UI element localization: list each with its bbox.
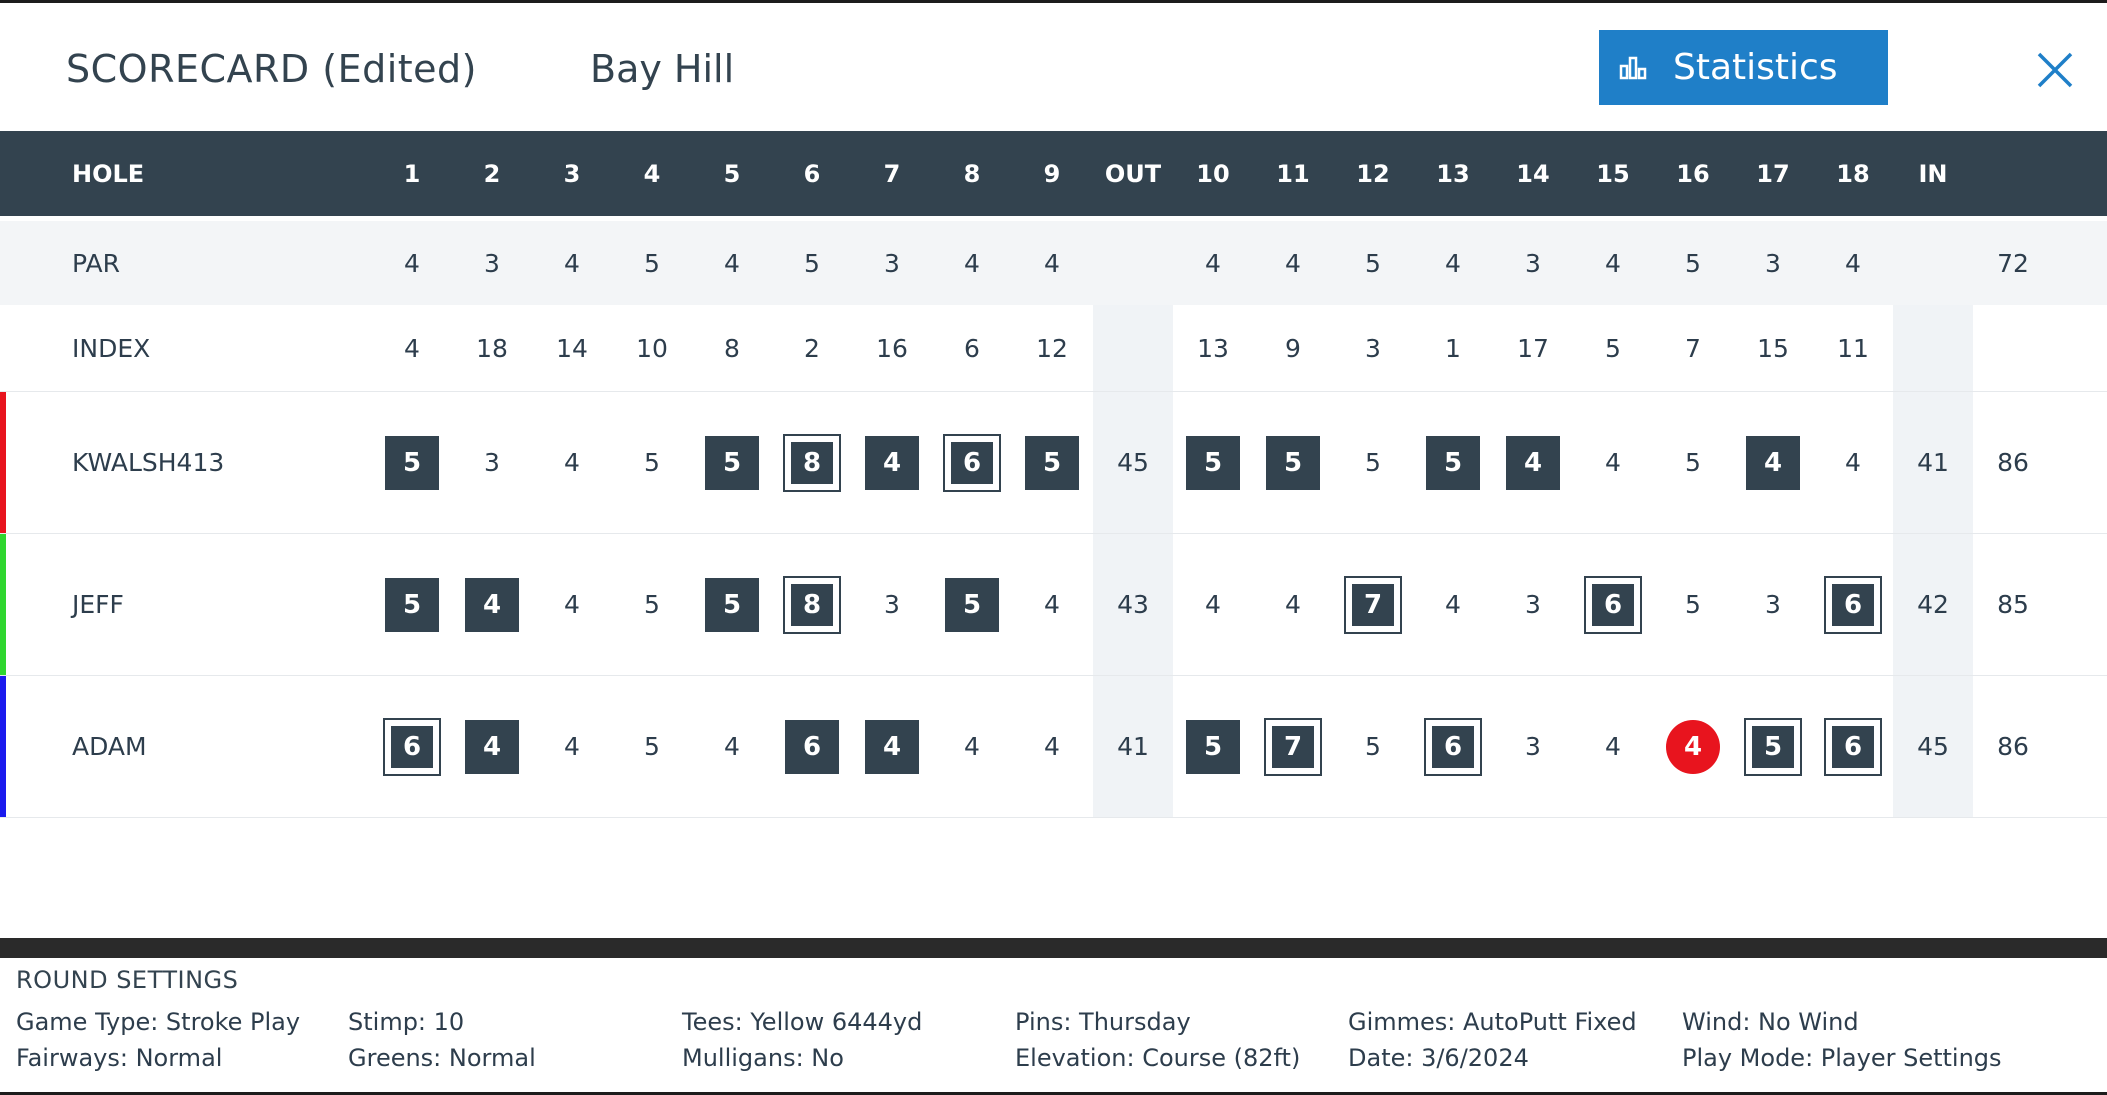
index-value: 9 bbox=[1285, 333, 1301, 363]
double-bogey-score: 5 bbox=[1749, 723, 1797, 771]
index-value: 18 bbox=[476, 333, 508, 363]
hole-score-cell[interactable]: 4 bbox=[1845, 448, 1861, 477]
close-icon[interactable] bbox=[2035, 50, 2075, 90]
hole-score-cell[interactable]: 3 bbox=[1525, 732, 1541, 761]
hole-score-cell[interactable] bbox=[1333, 534, 1413, 675]
hole-score-cell[interactable] bbox=[1813, 534, 1893, 675]
bogey-score: 5 bbox=[1266, 436, 1320, 490]
hole-score-cell[interactable]: 5 bbox=[1685, 448, 1701, 477]
hole-score-cell[interactable] bbox=[1413, 392, 1493, 533]
index-value: 6 bbox=[964, 333, 980, 363]
bogey-score: 5 bbox=[385, 436, 439, 490]
hole-score-cell[interactable]: 4 bbox=[1205, 590, 1221, 619]
background-strip bbox=[0, 938, 2107, 958]
index-value: 8 bbox=[724, 333, 740, 363]
index-value: 3 bbox=[1365, 333, 1381, 363]
par-value: 4 bbox=[964, 248, 980, 278]
in-total: 41 bbox=[1917, 448, 1949, 477]
player-row[interactable] bbox=[0, 534, 2107, 676]
index-value: 1 bbox=[1445, 333, 1461, 363]
round-setting: Stimp: 10 bbox=[348, 1008, 465, 1036]
double-bogey-score: 6 bbox=[1829, 581, 1877, 629]
hole-score-cell[interactable] bbox=[1253, 676, 1333, 817]
bogey-score: 5 bbox=[1186, 436, 1240, 490]
round-setting: Mulligans: No bbox=[682, 1044, 844, 1072]
bogey-score: 5 bbox=[945, 578, 999, 632]
index-value: 15 bbox=[1757, 333, 1789, 363]
hole-score-cell[interactable] bbox=[932, 534, 1012, 675]
out-total: 41 bbox=[1117, 732, 1149, 761]
scorecard-table bbox=[0, 131, 2107, 818]
bogey-score: 4 bbox=[465, 578, 519, 632]
hole-number: 8 bbox=[963, 159, 981, 188]
round-setting: Gimmes: AutoPutt Fixed bbox=[1348, 1008, 1637, 1036]
par-value: 3 bbox=[484, 248, 500, 278]
round-total: 86 bbox=[1997, 732, 2029, 761]
hole-score-cell[interactable]: 4 bbox=[564, 590, 580, 619]
player-name: ADAM bbox=[72, 732, 147, 761]
hole-score-cell[interactable]: 4 bbox=[724, 732, 740, 761]
double-bogey-score: 7 bbox=[1269, 723, 1317, 771]
hole-number: 11 bbox=[1276, 159, 1310, 188]
hole-score-cell[interactable] bbox=[692, 534, 772, 675]
par-value: 4 bbox=[1845, 248, 1861, 278]
hole-score-cell[interactable] bbox=[772, 534, 852, 675]
index-value: 5 bbox=[1605, 333, 1621, 363]
hole-score-cell[interactable] bbox=[1653, 676, 1733, 817]
round-total: 85 bbox=[1997, 590, 2029, 619]
index-value: 7 bbox=[1685, 333, 1701, 363]
par-row bbox=[0, 221, 2107, 305]
hole-number: 1 bbox=[403, 159, 421, 188]
par-value: 4 bbox=[1285, 248, 1301, 278]
hole-score-cell[interactable]: 4 bbox=[1605, 448, 1621, 477]
player-color-bar bbox=[0, 676, 6, 817]
index-value: 2 bbox=[804, 333, 820, 363]
birdie-score: 4 bbox=[1666, 720, 1720, 774]
hole-number: 16 bbox=[1676, 159, 1710, 188]
hole-score-cell[interactable] bbox=[1813, 676, 1893, 817]
bogey-score: 5 bbox=[705, 578, 759, 632]
hole-score-cell[interactable] bbox=[1173, 392, 1253, 533]
hole-score-cell[interactable] bbox=[1253, 392, 1333, 533]
hole-score-cell[interactable] bbox=[772, 392, 852, 533]
hole-score-cell[interactable]: 5 bbox=[644, 590, 660, 619]
hole-score-cell[interactable] bbox=[1173, 676, 1253, 817]
par-value: 4 bbox=[404, 248, 420, 278]
par-value: 4 bbox=[724, 248, 740, 278]
hole-score-cell[interactable]: 5 bbox=[644, 448, 660, 477]
hole-score-cell[interactable]: 3 bbox=[884, 590, 900, 619]
round-setting: Game Type: Stroke Play bbox=[16, 1008, 301, 1036]
hole-score-cell[interactable] bbox=[1493, 392, 1573, 533]
par-label: PAR bbox=[72, 248, 120, 278]
statistics-button[interactable] bbox=[1599, 30, 1888, 105]
round-setting: Play Mode: Player Settings bbox=[1682, 1044, 2002, 1072]
hole-score-cell[interactable] bbox=[852, 676, 932, 817]
hole-number: 12 bbox=[1356, 159, 1390, 188]
index-value: 13 bbox=[1197, 333, 1229, 363]
round-setting: Fairways: Normal bbox=[16, 1044, 223, 1072]
round-setting: Elevation: Course (82ft) bbox=[1015, 1044, 1301, 1072]
players-section bbox=[0, 392, 2107, 818]
hole-score-cell[interactable]: 4 bbox=[1605, 732, 1621, 761]
double-bogey-score: 6 bbox=[388, 723, 436, 771]
in-total: 45 bbox=[1917, 732, 1949, 761]
hole-score-cell[interactable]: 3 bbox=[1525, 590, 1541, 619]
bogey-score: 4 bbox=[865, 720, 919, 774]
hole-score-cell[interactable] bbox=[452, 676, 532, 817]
hole-number: 7 bbox=[883, 159, 901, 188]
hole-number: 2 bbox=[483, 159, 501, 188]
index-label: INDEX bbox=[72, 333, 151, 363]
par-value: 4 bbox=[1445, 248, 1461, 278]
hole-number: 4 bbox=[643, 159, 661, 188]
round-setting: Greens: Normal bbox=[348, 1044, 536, 1072]
hole-score-cell[interactable] bbox=[372, 676, 452, 817]
double-bogey-score: 7 bbox=[1349, 581, 1397, 629]
bogey-score: 5 bbox=[705, 436, 759, 490]
round-settings-panel bbox=[0, 958, 2107, 1092]
hole-number: 13 bbox=[1436, 159, 1470, 188]
hole-score-cell[interactable] bbox=[852, 392, 932, 533]
hole-number: 9 bbox=[1043, 159, 1061, 188]
player-name: JEFF bbox=[72, 590, 124, 619]
in-total: 42 bbox=[1917, 590, 1949, 619]
bogey-score: 5 bbox=[1426, 436, 1480, 490]
par-value: 3 bbox=[1525, 248, 1541, 278]
par-value: 3 bbox=[1765, 248, 1781, 278]
round-setting: Date: 3/6/2024 bbox=[1348, 1044, 1529, 1072]
bogey-score: 6 bbox=[785, 720, 839, 774]
hole-score-cell[interactable] bbox=[372, 534, 452, 675]
index-value: 10 bbox=[636, 333, 668, 363]
player-color-bar bbox=[0, 392, 6, 533]
par-value: 4 bbox=[1205, 248, 1221, 278]
index-row bbox=[0, 305, 2107, 392]
hole-score-cell[interactable]: 4 bbox=[564, 448, 580, 477]
index-value: 17 bbox=[1517, 333, 1549, 363]
bogey-score: 4 bbox=[865, 436, 919, 490]
hole-label: HOLE bbox=[72, 159, 145, 188]
par-value: 4 bbox=[564, 248, 580, 278]
statistics-label: Statistics bbox=[1673, 47, 1838, 88]
hole-score-cell[interactable] bbox=[372, 392, 452, 533]
out-column-shade bbox=[1093, 305, 1173, 391]
hole-number: 14 bbox=[1516, 159, 1550, 188]
round-setting: Pins: Thursday bbox=[1015, 1008, 1191, 1036]
hole-score-cell[interactable] bbox=[772, 676, 852, 817]
hole-score-cell[interactable]: 4 bbox=[1044, 590, 1060, 619]
double-bogey-score: 8 bbox=[788, 581, 836, 629]
out-total: 43 bbox=[1117, 590, 1149, 619]
double-bogey-score: 8 bbox=[788, 439, 836, 487]
hole-score-cell[interactable]: 5 bbox=[1365, 448, 1381, 477]
hole-score-cell[interactable]: 3 bbox=[1765, 590, 1781, 619]
bogey-score: 4 bbox=[1746, 436, 1800, 490]
index-value: 4 bbox=[404, 333, 420, 363]
index-value: 14 bbox=[556, 333, 588, 363]
index-value: 16 bbox=[876, 333, 908, 363]
hole-score-cell[interactable]: 4 bbox=[564, 732, 580, 761]
bogey-score: 5 bbox=[1025, 436, 1079, 490]
par-value: 5 bbox=[804, 248, 820, 278]
par-value: 4 bbox=[1044, 248, 1060, 278]
double-bogey-score: 6 bbox=[948, 439, 996, 487]
hole-score-cell[interactable]: 4 bbox=[1445, 590, 1461, 619]
index-value: 12 bbox=[1036, 333, 1068, 363]
hole-number: 5 bbox=[723, 159, 741, 188]
player-row[interactable] bbox=[0, 676, 2107, 818]
round-setting: Tees: Yellow 6444yd bbox=[682, 1008, 923, 1036]
hole-score-cell[interactable]: 4 bbox=[1285, 590, 1301, 619]
hole-score-cell[interactable] bbox=[1012, 392, 1092, 533]
hole-header-row bbox=[0, 131, 2107, 216]
par-total: 72 bbox=[1997, 248, 2029, 278]
bogey-score: 4 bbox=[465, 720, 519, 774]
hole-number: 10 bbox=[1196, 159, 1230, 188]
course-name: Bay Hill bbox=[590, 47, 735, 91]
hole-score-cell[interactable]: 3 bbox=[484, 448, 500, 477]
round-total: 86 bbox=[1997, 448, 2029, 477]
double-bogey-score: 6 bbox=[1829, 723, 1877, 771]
in-header: IN bbox=[1918, 159, 1948, 188]
double-bogey-score: 6 bbox=[1589, 581, 1637, 629]
round-setting: Wind: No Wind bbox=[1682, 1008, 1859, 1036]
hole-score-cell[interactable]: 4 bbox=[1044, 732, 1060, 761]
par-value: 4 bbox=[1605, 248, 1621, 278]
in-column-shade bbox=[1893, 305, 1973, 391]
par-value: 5 bbox=[1365, 248, 1381, 278]
hole-score-cell[interactable] bbox=[1733, 392, 1813, 533]
hole-number: 18 bbox=[1836, 159, 1870, 188]
player-name: KWALSH413 bbox=[72, 448, 225, 477]
hole-score-cell[interactable]: 5 bbox=[1685, 590, 1701, 619]
hole-score-cell[interactable] bbox=[932, 392, 1012, 533]
hole-score-cell[interactable] bbox=[1413, 676, 1493, 817]
scorecard-title: SCORECARD (Edited) bbox=[66, 47, 477, 91]
hole-score-cell[interactable] bbox=[692, 392, 772, 533]
hole-number: 17 bbox=[1756, 159, 1790, 188]
par-value: 5 bbox=[644, 248, 660, 278]
hole-score-cell[interactable]: 4 bbox=[964, 732, 980, 761]
player-color-bar bbox=[0, 534, 6, 675]
double-bogey-score: 6 bbox=[1429, 723, 1477, 771]
par-value: 5 bbox=[1685, 248, 1701, 278]
round-settings-heading: ROUND SETTINGS bbox=[16, 966, 239, 994]
index-value: 11 bbox=[1837, 333, 1869, 363]
bar-chart-icon bbox=[1619, 54, 1647, 82]
hole-number: 3 bbox=[563, 159, 581, 188]
hole-score-cell[interactable]: 5 bbox=[1365, 732, 1381, 761]
out-total: 45 bbox=[1117, 448, 1149, 477]
hole-number: 15 bbox=[1596, 159, 1630, 188]
bogey-score: 5 bbox=[1186, 720, 1240, 774]
hole-score-cell[interactable] bbox=[1573, 534, 1653, 675]
out-header: OUT bbox=[1104, 159, 1162, 188]
player-row[interactable] bbox=[0, 392, 2107, 534]
scorecard-header bbox=[0, 3, 2107, 131]
bogey-score: 4 bbox=[1506, 436, 1560, 490]
hole-score-cell[interactable]: 5 bbox=[644, 732, 660, 761]
par-value: 3 bbox=[884, 248, 900, 278]
hole-score-cell[interactable] bbox=[1733, 676, 1813, 817]
hole-score-cell[interactable] bbox=[452, 534, 532, 675]
hole-number: 6 bbox=[803, 159, 821, 188]
bogey-score: 5 bbox=[385, 578, 439, 632]
